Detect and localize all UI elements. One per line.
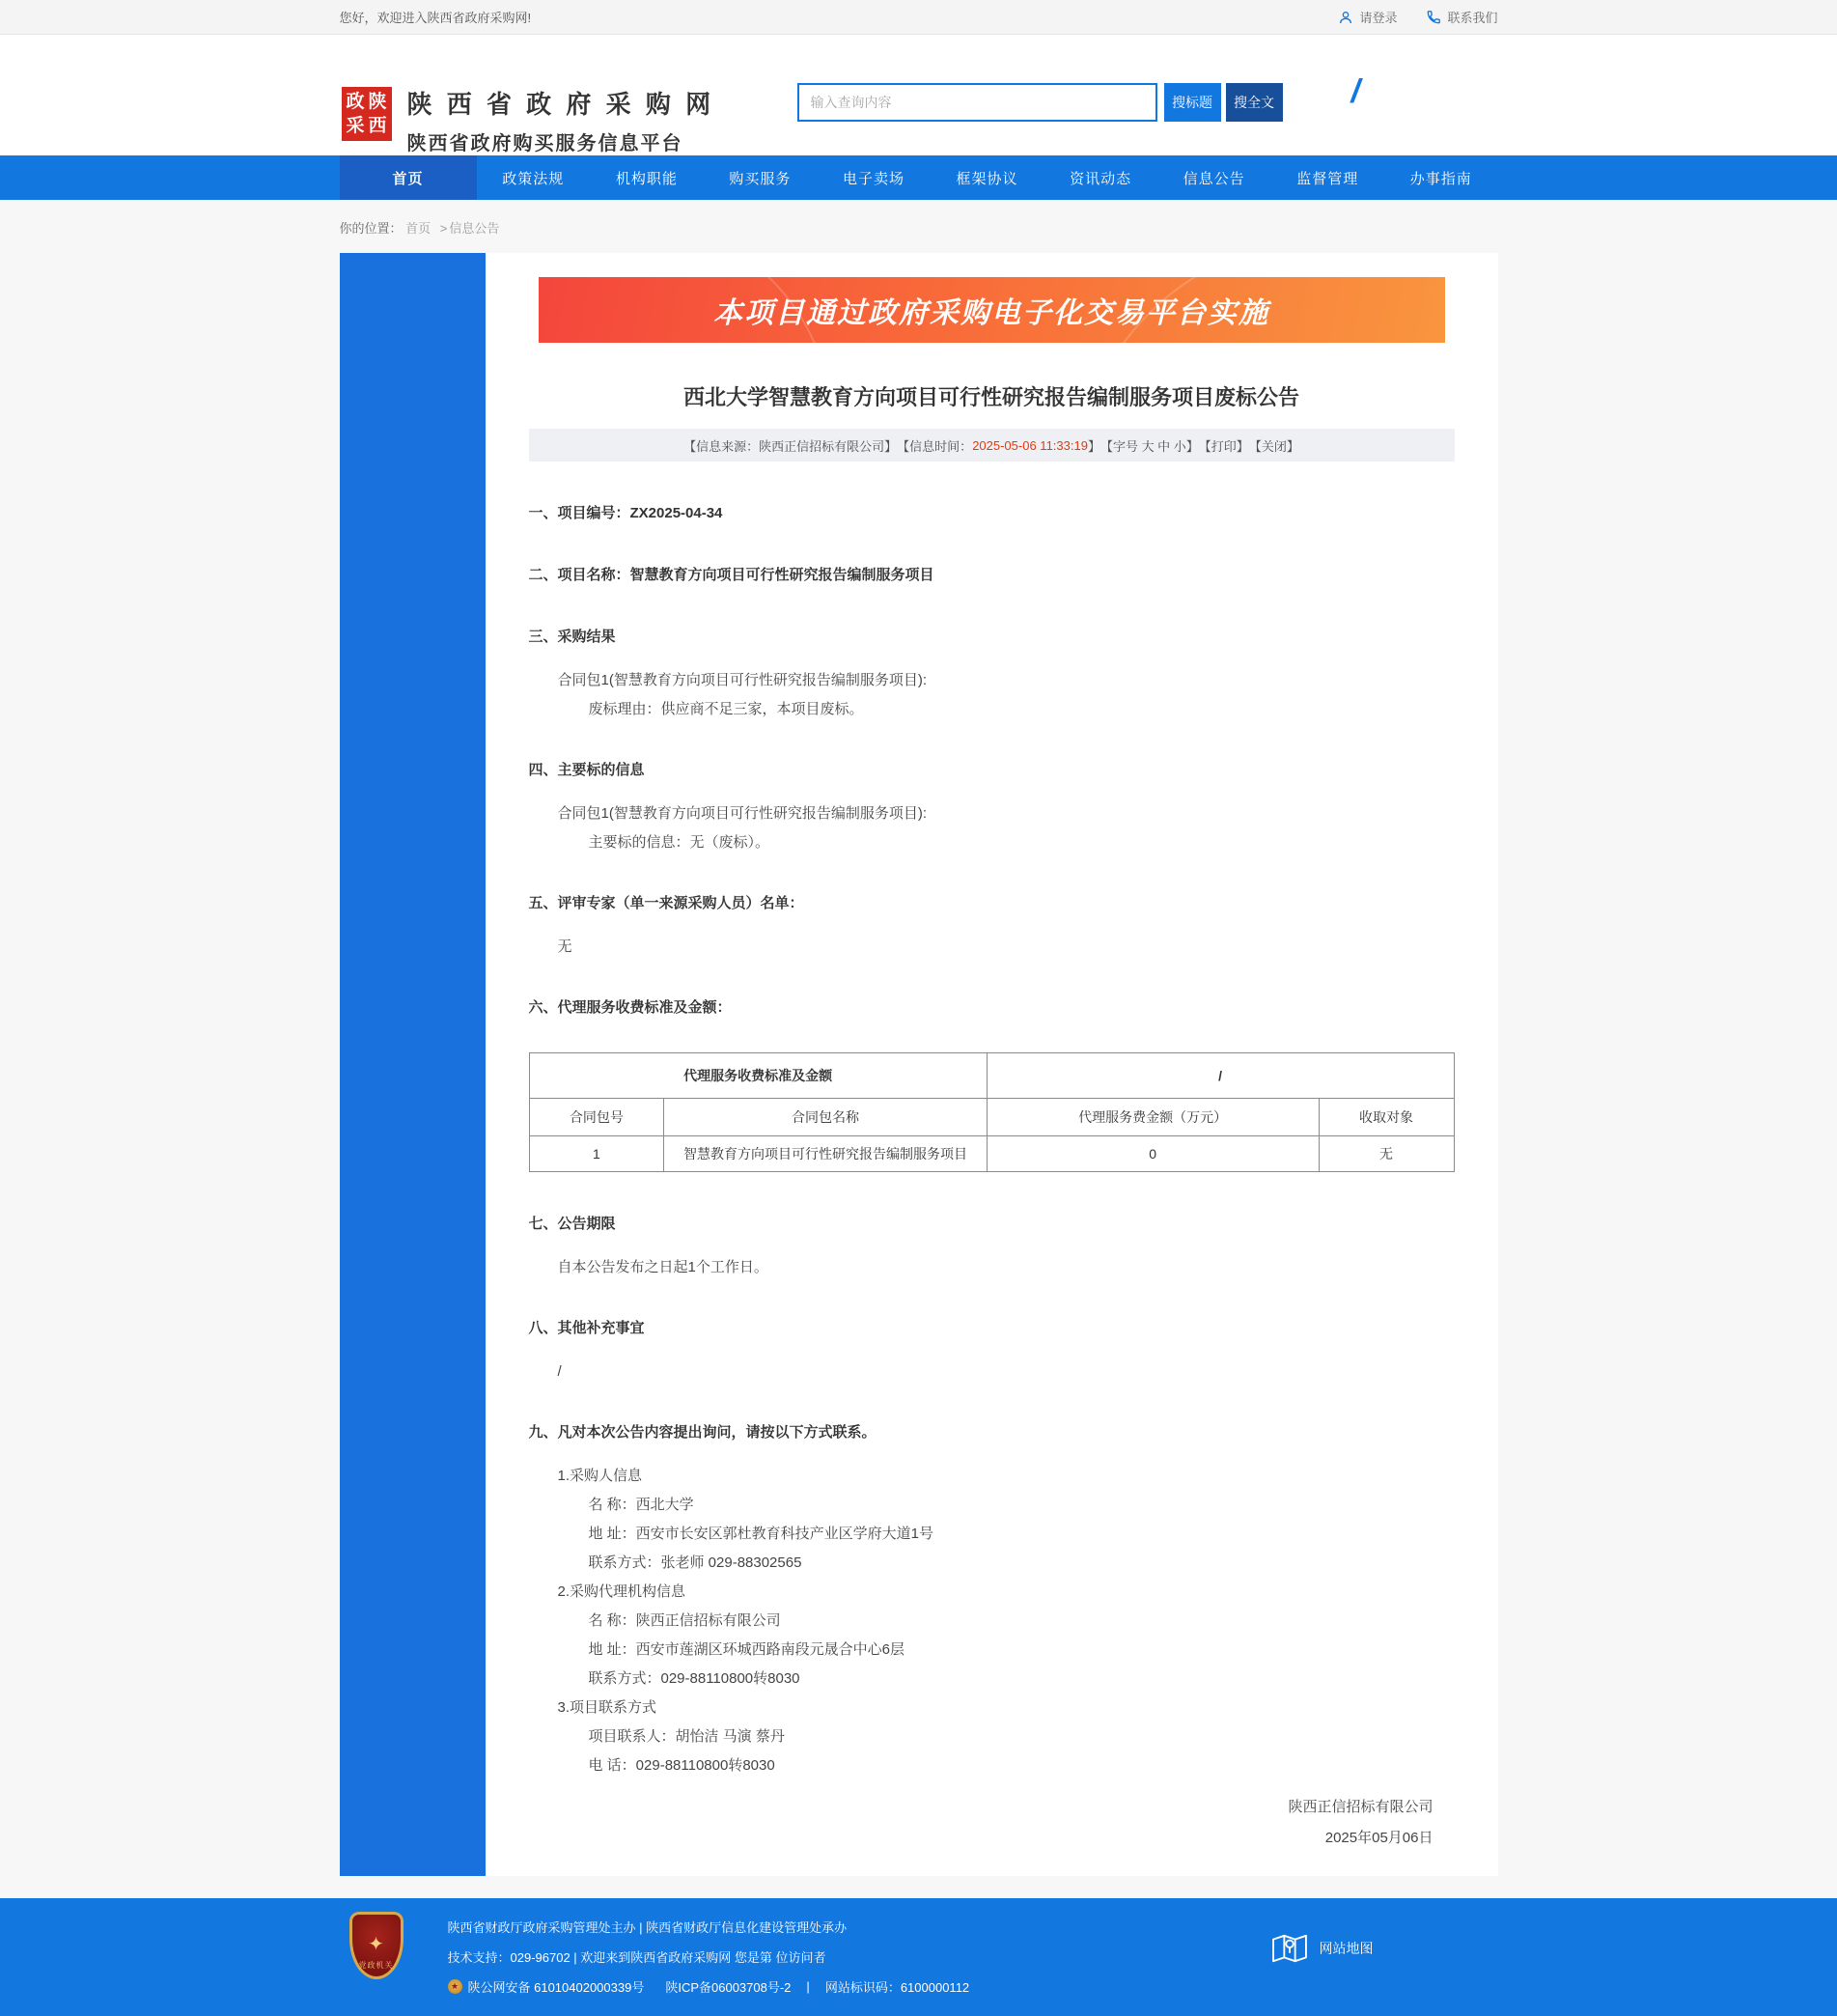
section-line: 1.采购人信息: [557, 1468, 643, 1484]
left-blue-strip: [340, 253, 486, 1876]
meta-time-prefix: 【信息时间：: [897, 438, 973, 454]
page-title: 西北大学智慧教育方向项目可行性研究报告编制服务项目废标公告: [682, 385, 1299, 409]
signature-block: [529, 1796, 1455, 1847]
breadcrumb-home-link[interactable]: 首页: [405, 221, 431, 236]
site-title: 陕 西 省 政 府 采 购 网: [406, 90, 715, 119]
main-nav: [0, 155, 1837, 200]
breadcrumb-label: 你的位置：: [339, 221, 403, 236]
sitemap-label: 网站地图: [1319, 1941, 1374, 1956]
section-4: [529, 761, 1455, 852]
section-line: 地 址：西安市莲湖区环城西路南段元晟合中心6层: [588, 1641, 905, 1658]
police-badge-icon: ★: [448, 1979, 462, 1994]
table-cell: 1: [529, 1136, 664, 1172]
section-7: [529, 1215, 1455, 1276]
table-cell: 智慧教育方向项目可行性研究报告编制服务项目: [664, 1136, 987, 1172]
breadcrumb-row: [0, 200, 1837, 253]
phone-icon: [1426, 10, 1441, 25]
badge-emblem-icon: ✦: [368, 1934, 384, 1955]
footer-line-3: [448, 1977, 1498, 1996]
footer-icp: 陕ICP备06003708号-2: [665, 1980, 792, 1995]
nav-item-9[interactable]: 监督管理: [1296, 170, 1359, 187]
search-title-button[interactable]: 搜标题: [1164, 83, 1221, 122]
section-2: [529, 566, 1455, 585]
section-line: 名 称：陕西正信招标有限公司: [588, 1612, 781, 1629]
badge-label: 党政机关: [358, 1961, 394, 1970]
table-header-cell: 合同包名称: [664, 1099, 987, 1136]
search-area: [797, 83, 1283, 122]
section-heading: 二、项目名称：智慧教育方向项目可行性研究报告编制服务项目: [528, 567, 934, 583]
section-9: [529, 1423, 1455, 1775]
footer-separator: |: [806, 1979, 810, 1994]
nav-item-5[interactable]: 电子卖场: [842, 170, 905, 187]
section-line: 联系方式：029-88110800转8030: [588, 1670, 800, 1687]
section-line: 自本公告发布之日起1个工作日。: [557, 1259, 768, 1275]
footer-line-2: 技术支持：029-96702 | 欢迎来到陕西省政府采购网 您是第 位访问者: [447, 1950, 826, 1965]
section-heading: 五、评审专家（单一来源采购人员）名单：: [528, 895, 804, 911]
site-subtitle: 陕西省政府购买服务信息平台: [406, 133, 683, 154]
sitemap-link[interactable]: [1271, 1933, 1374, 1964]
table-header-cell: 合同包号: [529, 1099, 664, 1136]
nav-item-4[interactable]: 购买服务: [729, 170, 792, 187]
section-line: 无: [557, 938, 572, 955]
section-5: [529, 894, 1455, 956]
close-button[interactable]: 【关闭】: [1248, 438, 1299, 454]
nav-item-6[interactable]: 框架协议: [956, 170, 1018, 187]
nav-item-7[interactable]: 资讯动态: [1070, 170, 1132, 187]
footer-site-code: 网站标识码：6100000112: [824, 1980, 970, 1995]
login-label: 请登录: [1359, 11, 1398, 25]
contact-label: 联系我们: [1447, 11, 1498, 25]
table-merged-header: /: [987, 1053, 1454, 1099]
section-line: 主要标的信息：无（废标）。: [588, 834, 770, 851]
meta-time-value: 2025-05-06 11:33:19: [972, 437, 1088, 453]
signature-date: 2025年05月06日: [1324, 1830, 1433, 1846]
nav-item-2[interactable]: 政策法规: [502, 170, 565, 187]
breadcrumb-current[interactable]: 信息公告: [449, 221, 500, 236]
gov-agency-badge-icon: [349, 1912, 404, 1979]
section-6: [529, 998, 1455, 1172]
section-heading: 九、凡对本次公告内容提出询问，请按以下方式联系。: [528, 1424, 877, 1441]
contact-link[interactable]: [1426, 8, 1497, 26]
section-line: 联系方式：张老师 029-88302565: [588, 1554, 802, 1571]
sections: [529, 504, 1455, 1775]
section-line: 电 话：029-88110800转8030: [588, 1757, 775, 1774]
nav-item-1[interactable]: 首页: [340, 155, 477, 200]
top-bar: [0, 0, 1837, 35]
announcement-panel: [486, 253, 1498, 1876]
print-button[interactable]: 【打印】: [1198, 438, 1249, 454]
meta-source: 【信息来源：陕西正信招标有限公司】: [683, 438, 898, 454]
section-heading: 一、项目编号：ZX2025-04-34: [528, 505, 723, 521]
section-1: [529, 504, 1455, 523]
seal-char: 政: [346, 92, 365, 112]
seal-char: 陕: [368, 92, 387, 112]
section-heading: 七、公告期限: [528, 1216, 616, 1232]
search-fulltext-button[interactable]: 搜全文: [1226, 83, 1283, 122]
banner-text: 本项目通过政府采购电子化交易平台实施: [713, 297, 1269, 329]
font-size-control[interactable]: 【字号 大 中 小】: [1099, 438, 1199, 454]
login-link[interactable]: [1338, 8, 1397, 26]
section-line: 3.项目联系方式: [557, 1699, 657, 1716]
table-row: [529, 1136, 1454, 1172]
footer-beian: 陕公网安备 61010402000339号: [467, 1980, 645, 1995]
section-line: /: [557, 1363, 562, 1380]
user-icon: [1338, 10, 1353, 25]
table-merged-header: 代理服务收费标准及金额: [529, 1053, 987, 1099]
table-cell: 无: [1319, 1136, 1454, 1172]
footer-line-1: 陕西省财政厅政府采购管理处主办 | 陕西省财政厅信息化建设管理处承办: [447, 1920, 848, 1935]
table-header-cell: 代理服务费金额（万元）: [987, 1099, 1319, 1136]
breadcrumb-separator: >: [439, 221, 448, 236]
section-line: 合同包1(智慧教育方向项目可行性研究报告编制服务项目):: [557, 672, 928, 688]
signature-org: 陕西正信招标有限公司: [1288, 1799, 1433, 1815]
site-header: [0, 35, 1837, 155]
table-header-cell: 收取对象: [1319, 1099, 1454, 1136]
breadcrumb: [340, 200, 1498, 237]
decorative-slash: /: [1350, 73, 1360, 110]
seal-char: 西: [368, 116, 387, 136]
welcome-text: 您好，欢迎进入陕西省政府采购网!: [339, 11, 532, 25]
section-line: 合同包1(智慧教育方向项目可行性研究报告编制服务项目):: [557, 805, 928, 822]
meta-time-suffix: 】: [1087, 438, 1100, 454]
section-heading: 四、主要标的信息: [528, 762, 645, 778]
table-cell: 0: [987, 1136, 1319, 1172]
main-area: [0, 253, 1837, 1898]
section-line: 2.采购代理机构信息: [557, 1583, 686, 1600]
section-3: [529, 628, 1455, 718]
nav-list: [340, 155, 1498, 200]
nav-item-3[interactable]: 机构职能: [615, 170, 678, 187]
section-heading: 三、采购结果: [528, 629, 616, 645]
search-input[interactable]: [797, 83, 1157, 122]
site-logo[interactable]: [340, 85, 715, 155]
section-heading: 六、代理服务收费标准及金额：: [528, 999, 732, 1016]
platform-banner: [539, 277, 1445, 343]
fee-table: [529, 1052, 1455, 1172]
meta-bar: [529, 429, 1455, 462]
section-8: [529, 1319, 1455, 1381]
section-line: 项目联系人：胡怡洁 马演 蔡丹: [588, 1728, 785, 1745]
section-line: 名 称：西北大学: [588, 1497, 694, 1513]
section-line: 废标理由：供应商不足三家，本项目废标。: [588, 701, 864, 717]
nav-item-8[interactable]: 信息公告: [1183, 170, 1245, 187]
site-footer: [0, 1898, 1837, 2016]
seal-char: 采: [346, 116, 365, 136]
section-heading: 八、其他补充事宜: [528, 1320, 645, 1336]
section-line: 地 址：西安市长安区郭杜教育科技产业区学府大道1号: [588, 1526, 934, 1542]
logo-seal-icon: [340, 85, 394, 143]
map-icon: [1271, 1933, 1308, 1964]
nav-item-10[interactable]: 办事指南: [1409, 170, 1472, 187]
